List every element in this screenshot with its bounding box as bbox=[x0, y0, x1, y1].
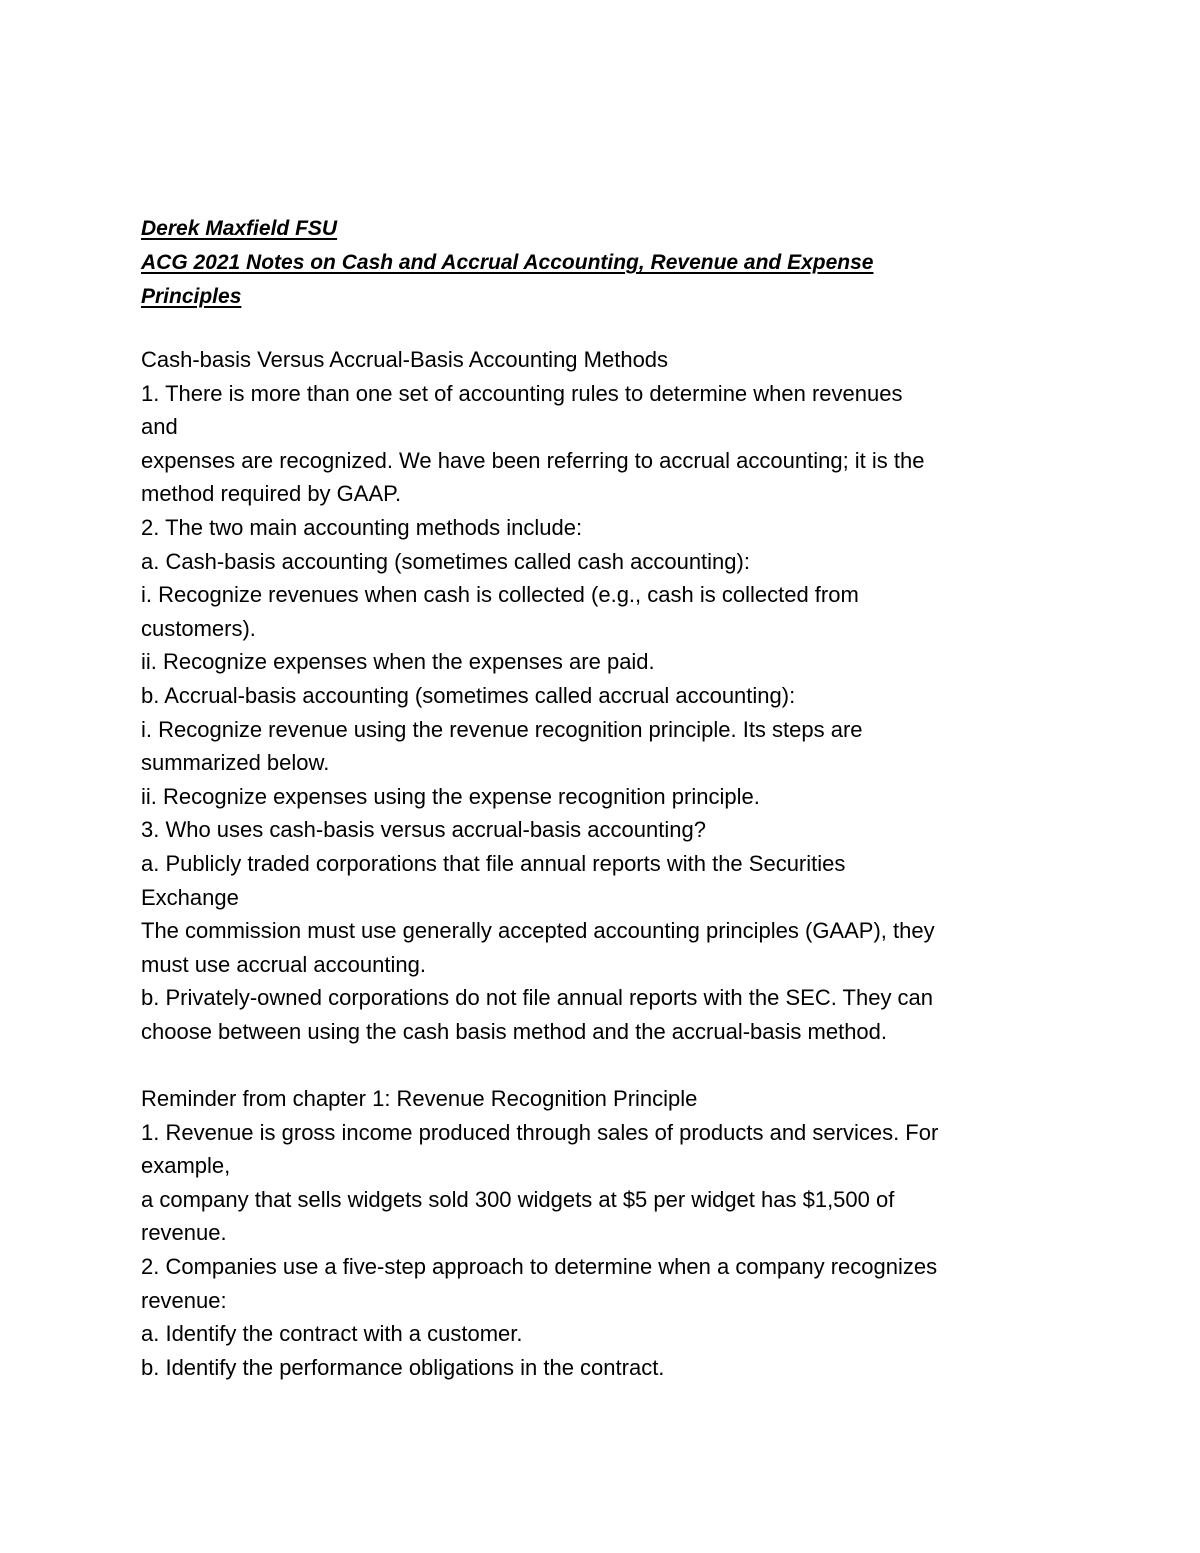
text-line: revenue. bbox=[141, 1220, 227, 1246]
title-line-continued: Principles bbox=[141, 285, 242, 308]
paragraph-spacer bbox=[141, 1048, 1081, 1082]
section-heading: Reminder from chapter 1: Revenue Recognition Principle bbox=[141, 1086, 698, 1112]
text-line: b. Accrual-basis accounting (sometimes called accrual accounting): bbox=[141, 682, 796, 708]
text-line: ii. Recognize expenses when the expenses are paid. bbox=[141, 649, 655, 675]
text-line: 2. The two main accounting methods include: bbox=[141, 514, 583, 540]
text-line: Exchange bbox=[141, 884, 239, 910]
text-line: a. Cash-basis accounting (sometimes called cash accounting): bbox=[141, 548, 750, 574]
text-line: 1. Revenue is gross income produced through sales of products and services. For bbox=[141, 1119, 939, 1145]
text-line: must use accrual accounting. bbox=[141, 951, 426, 977]
text-line: a. Identify the contract with a customer. bbox=[141, 1321, 523, 1347]
document-body bbox=[141, 343, 1081, 1384]
text-line: a company that sells widgets sold 300 widgets at $5 per widget has $1,500 of bbox=[141, 1186, 895, 1212]
section-revenue-recognition bbox=[141, 1082, 1081, 1384]
document-header bbox=[141, 212, 1061, 314]
text-line: method required by GAAP. bbox=[141, 481, 402, 507]
text-line: expenses are recognized. We have been referring to accrual accounting; it is the bbox=[141, 447, 925, 473]
text-line: and bbox=[141, 414, 178, 440]
text-line: a. Publicly traded corporations that file annual reports with the Securities bbox=[141, 850, 846, 876]
text-line: customers). bbox=[141, 615, 256, 641]
text-line: The commission must use generally accepted accounting principles (GAAP), they bbox=[141, 918, 935, 944]
text-line: choose between using the cash basis method and the accrual-basis method. bbox=[141, 1018, 888, 1044]
text-line: 1. There is more than one set of accounting rules to determine when revenues bbox=[141, 380, 903, 406]
text-line: i. Recognize revenues when cash is collected (e.g., cash is collected from bbox=[141, 582, 859, 608]
section-cash-vs-accrual bbox=[141, 343, 1081, 1048]
author-line: Derek Maxfield FSU bbox=[141, 217, 338, 240]
text-line: i. Recognize revenue using the revenue recognition principle. Its steps are bbox=[141, 716, 863, 742]
text-line: example, bbox=[141, 1153, 231, 1179]
text-line: ii. Recognize expenses using the expense recognition principle. bbox=[141, 783, 760, 809]
title-line: ACG 2021 Notes on Cash and Accrual Accounting, Revenue and Expense bbox=[141, 251, 874, 274]
text-line: 3. Who uses cash-basis versus accrual-basis accounting? bbox=[141, 817, 706, 843]
text-line: summarized below. bbox=[141, 750, 330, 776]
text-line: revenue: bbox=[141, 1287, 227, 1313]
text-line: b. Identify the performance obligations in the contract. bbox=[141, 1354, 665, 1380]
text-line: b. Privately-owned corporations do not file annual reports with the SEC. They can bbox=[141, 985, 934, 1011]
section-heading: Cash-basis Versus Accrual-Basis Accounting Methods bbox=[141, 347, 669, 372]
text-line: 2. Companies use a five-step approach to determine when a company recognizes bbox=[141, 1254, 938, 1280]
